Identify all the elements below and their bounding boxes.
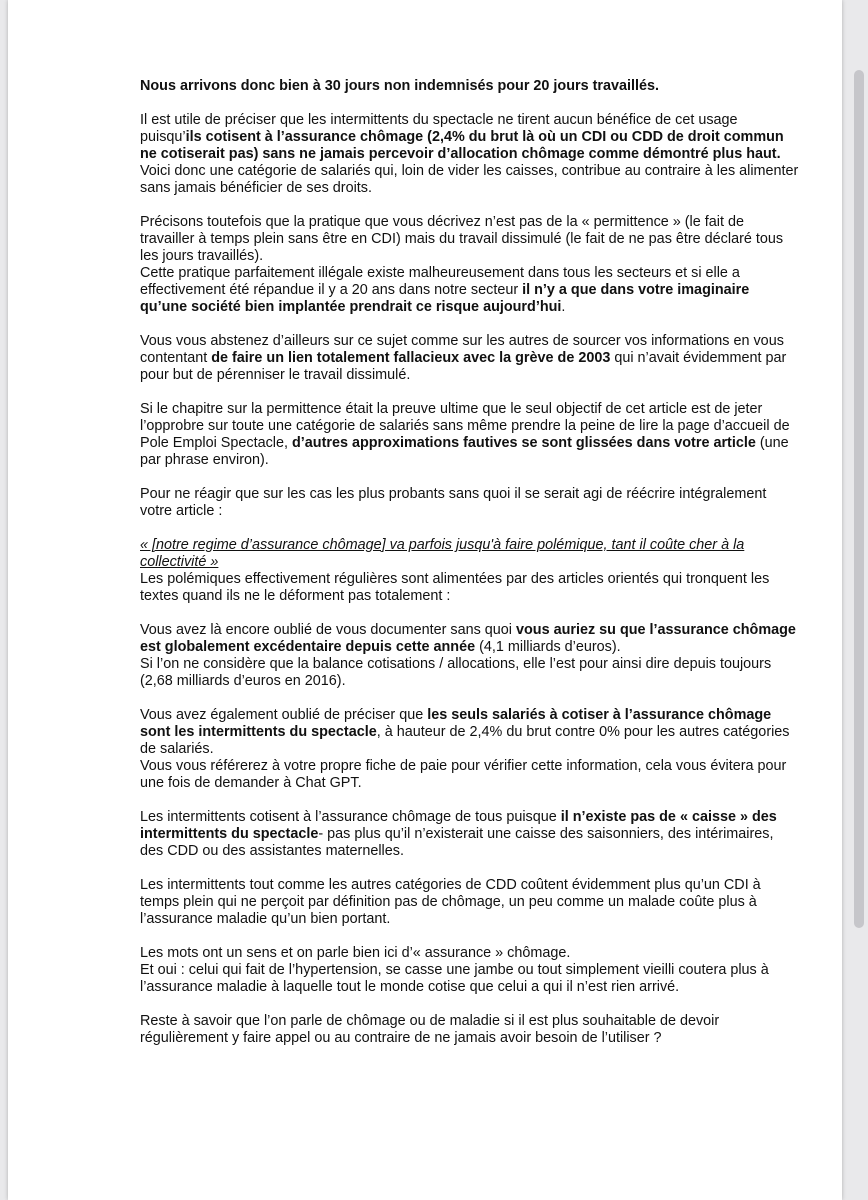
paragraph-mots-sens: Les mots ont un sens et on parle bien ici d’« assurance » chômage. <box>140 945 571 961</box>
paragraph-cas-probants: Pour ne réagir que sur les cas les plus probants sans quoi il se serait agi de réécrire intégralement votre article : <box>140 486 767 519</box>
paragraph-cotisation: Il est utile de préciser que les intermittents du spectacle ne tirent aucun bénéfice de cet usage puisqu’ils cotisent à l’assurance chômage (2,4% du brut là où un CDI ou CDD de droit commun ne cotiserait pas) sans ne jamais percevoir d’allocation chômage comme démontré plus haut. <box>140 112 784 162</box>
paragraph-sources: Vous vous abstenez d’ailleurs sur ce sujet comme sur les autres de sourcer vos informations en vous contentant de faire un lien totalement fallacieux avec la grève de 2003 qui n’avait évidemment par pour but de pérenniser le travail dissimulé. <box>140 333 787 383</box>
document-body <box>140 78 800 1064</box>
paragraph-categorie: Voici donc une catégorie de salariés qui, loin de vider les caisses, contribue au contraire à les alimenter sans jamais bénéficier de ses droits. <box>140 163 799 196</box>
paragraph-fiche-paie: Vous vous référerez à votre propre fiche de paie pour vérifier cette information, cela vous évitera pour une fois de demander à Chat GPT. <box>140 758 787 791</box>
paragraph-cout-cdd: Les intermittents tout comme les autres catégories de CDD coûtent évidemment plus qu’un CDI à temps plein qui ne perçoit par définition pas de chômage, un peu comme un malade coûte plus à l’assurance maladie qu’un bien portant. <box>140 877 761 927</box>
paragraph-caisse: Les intermittents cotisent à l’assurance chômage de tous puisque il n’existe pas de « caisse » des intermittents du spectacle- pas plus qu’il n’existerait une caisse des saisonniers, des intérimaires, des CDD ou des assistantes maternelles. <box>140 809 777 859</box>
paragraph-balance: Si l’on ne considère que la balance cotisations / allocations, elle l’est pour ainsi dire depuis toujours (2,68 milliards d’euros en 2016). <box>140 656 772 689</box>
quoted-excerpt: « [notre regime d’assurance chômage] va parfois jusqu'à faire polémique, tant il coûte cher à la collectivité » <box>140 537 745 570</box>
paragraph-excedentaire: Vous avez là encore oublié de vous documenter sans quoi vous auriez su que l’assurance chômage est globalement excédentaire depuis cette année (4,1 milliards d’euros). <box>140 622 796 655</box>
paragraph-permittence: Précisons toutefois que la pratique que vous décrivez n’est pas de la « permittence » (le fait de travailler à temps plein sans être en CDI) mais du travail dissimulé (le fait de ne pas être déclaré tous les jours travaillés). <box>140 214 784 264</box>
paragraph-reste-a-savoir: Reste à savoir que l’on parle de chômage ou de maladie si il est plus souhaitable de devoir régulièrement y faire appel ou au contraire de ne jamais avoir besoin de l’utiliser ? <box>140 1013 720 1046</box>
paragraph-conclusion: Nous arrivons donc bien à 30 jours non indemnisés pour 20 jours travaillés. <box>140 78 660 94</box>
paragraph-approximations: Si le chapitre sur la permittence était la preuve ultime que le seul objectif de cet article est de jeter l’opprobre sur toute une catégorie de salariés sans même prendre la peine de lire la page d’accueil de Pole Emploi Spectacle, d’autres approximations fautives se sont glissées dans votre article (une par phrase environ). <box>140 401 790 468</box>
document-page <box>8 0 842 1200</box>
paragraph-seuls-salaries: Vous avez également oublié de préciser que les seuls salariés à cotiser à l’assurance chômage sont les intermittents du spectacle, à hauteur de 2,4% du brut contre 0% pour les autres catégories de salariés. <box>140 707 790 757</box>
vertical-scrollbar[interactable] <box>848 0 868 1200</box>
paragraph-pratique-illegale: Cette pratique parfaitement illégale existe malheureusement dans tous les secteurs et si elle a effectivement été répandue il y a 20 ans dans notre secteur il n’y a que dans votre imaginaire qu’une société bien implantée prendrait ce risque aujourd’hui. <box>140 265 750 315</box>
scrollbar-thumb[interactable] <box>854 70 864 928</box>
paragraph-hypertension: Et oui : celui qui fait de l’hypertension, se casse une jambe ou tout simplement vieilli coutera plus à l’assurance maladie à laquelle tout le monde cotise que celui a qui il n’est rien arrivé. <box>140 962 769 995</box>
paragraph-polemiques: Les polémiques effectivement régulières sont alimentées par des articles orientés qui tronquent les textes quand ils ne le déforment pas totalement : <box>140 571 770 604</box>
